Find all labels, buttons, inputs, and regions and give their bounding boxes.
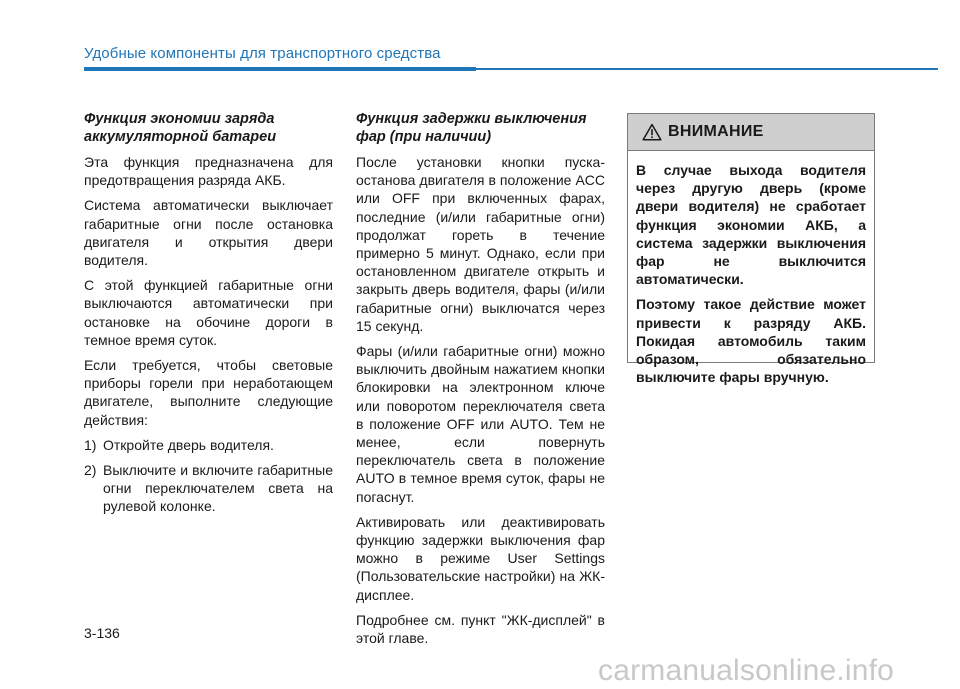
paragraph: Если требуется, чтобы световые приборы горели при неработающем двигателе, выполните следующие действия: <box>84 357 333 428</box>
warning-header <box>628 114 874 151</box>
steps-list <box>84 436 333 516</box>
step-number: 1) <box>84 436 97 453</box>
paragraph: Эта функция предназначена для предотвращения разряда АКБ. <box>84 154 333 189</box>
step-text: Выключите и включите габаритные огни переключателем света на рулевой колонке. <box>103 462 333 515</box>
step-text: Откройте дверь водителя. <box>103 436 274 453</box>
paragraph: С этой функцией габаритные огни выключаются автоматически при остановке на обочине дороги в темное время суток. <box>84 277 333 348</box>
header-rule-thick <box>84 67 476 71</box>
section-header-title: Удобные компоненты для транспортного средства <box>84 45 441 62</box>
paragraph: Система автоматически выключает габаритные огни после остановка двигателя и открытия двери водителя. <box>84 197 333 269</box>
warning-triangle-icon <box>642 123 662 141</box>
paragraph: Подробнее см. пункт "ЖК-дисплей" в этой главе. <box>356 611 605 647</box>
paragraph: Активировать или деактивировать функцию задержки выключения фар можно в режиме User Settings (Пользовательские настройки) на ЖК-дисплее. <box>356 513 605 603</box>
warning-body <box>628 151 874 386</box>
headlight-delay-title: Функция задержки выключения фар (при наличии) <box>356 111 587 145</box>
list-item <box>84 461 333 516</box>
warning-paragraph: В случае выхода водителя через другую дверь (кроме двери водителя) не сработает функция экономии АКБ, а система задержки выключения фар не выключится автоматически. <box>636 162 866 288</box>
list-item <box>84 436 333 454</box>
watermark: carmanualsonline.info <box>598 654 895 687</box>
paragraph: После установки кнопки пуска-останова двигателя в положение ACC или OFF при включенных фарах, последние (и/или габаритные огни) продолжат гореть в течение примерно 5 минут. Однако, если при остановленном двигателе открыть и закрыть дверь водителя, фары (и/или габаритные огни) выключатся через 15 секунд. <box>356 154 605 334</box>
battery-saver-title: Функция экономии заряда аккумуляторной батареи <box>84 111 277 145</box>
header-rule-thin <box>476 68 938 70</box>
middle-column <box>356 110 605 654</box>
page-number: 3-136 <box>84 625 120 641</box>
warning-title: ВНИМАНИЕ <box>668 123 764 140</box>
paragraph: Фары (и/или габаритные огни) можно выключить двойным нажатием кнопки блокировки на электронном ключе или поворотом переключателя света в положение OFF или AUTO. Тем не менее, если повернуть переключатель света в положение AUTO в темное время суток, фары не погаснут. <box>356 343 605 505</box>
step-number: 2) <box>84 462 97 479</box>
warning-box <box>627 113 875 386</box>
warning-paragraph: Поэтому такое действие может привести к разряду АКБ. Покидая автомобиль таким образом, обязательно выключите фары вручную. <box>636 296 866 386</box>
left-column <box>84 110 333 523</box>
